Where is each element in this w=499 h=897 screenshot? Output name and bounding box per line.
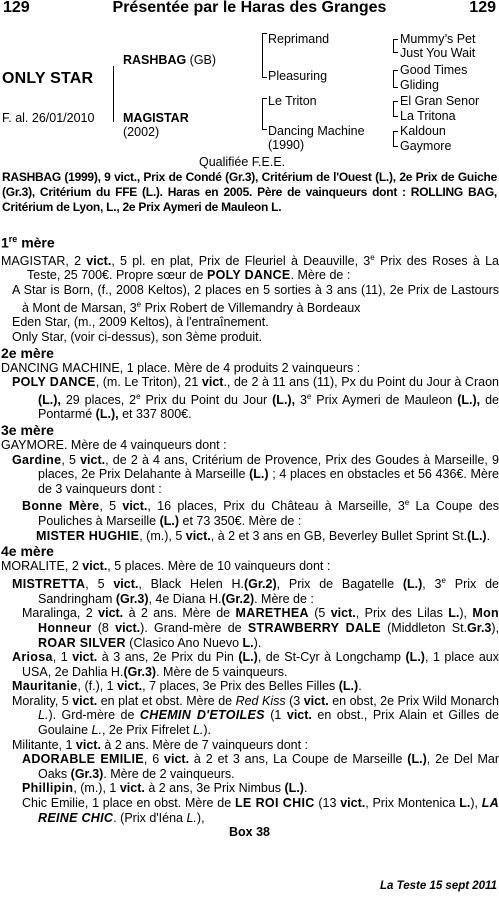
t: (Gr.3) xyxy=(123,664,157,679)
t: , Prix de Bagatelle xyxy=(276,577,403,592)
morality-entry xyxy=(0,694,499,738)
t: Prix Aymeri de Mauleon xyxy=(311,392,458,407)
dam-year: (2002) xyxy=(123,125,160,139)
t: (Middleton St. xyxy=(380,620,468,635)
t: MORALITE, 2 xyxy=(1,559,83,574)
t: ). xyxy=(203,723,212,738)
t: ), xyxy=(459,606,473,621)
page-header xyxy=(0,0,499,18)
granddam-2-year: (1990) xyxy=(268,138,305,152)
t: , 4e Diana H. xyxy=(148,591,222,606)
chic-emilie-entry xyxy=(0,796,499,825)
great-grandparent-8: Gaymore xyxy=(400,139,452,153)
t: , (m.), 5 xyxy=(139,528,186,543)
t: e xyxy=(441,575,446,585)
t: Prix des Roses à La Teste, 25 700€. Propre sœur de xyxy=(27,253,499,283)
t: (8 xyxy=(91,620,116,635)
t: e xyxy=(404,498,410,508)
t: . xyxy=(486,528,491,543)
t: ), xyxy=(491,620,499,635)
t: vict. xyxy=(340,796,366,811)
t: Phillipin xyxy=(22,781,74,796)
t: vict. xyxy=(164,752,190,767)
t: ROAR SILVER xyxy=(38,635,126,650)
t: en plat et obst. Mère de xyxy=(97,693,236,708)
t: (L.) xyxy=(405,650,425,665)
t: L. xyxy=(38,708,49,723)
t: Bonne Mère xyxy=(22,499,100,514)
third-dam-heading: 3e mère xyxy=(1,422,54,439)
page-title: Présentée par le Haras des Granges xyxy=(112,0,387,16)
t: vict. xyxy=(286,708,312,723)
t: ), xyxy=(470,796,482,811)
t: (Clasico Ano Nuevo xyxy=(125,635,243,650)
t: (L.) xyxy=(467,528,487,543)
footer-location-date: La Teste 15 sept 2011 xyxy=(380,880,497,892)
t: à 3 ans, 2e Prix du Pin xyxy=(97,650,239,665)
t: à 2 ans. Mère de 7 vainqueurs dont : xyxy=(100,737,309,752)
t: (L.) xyxy=(238,650,258,665)
t: MISTRETTA xyxy=(12,577,86,592)
bracket-gg-2 xyxy=(393,70,398,88)
t: . Mère de : xyxy=(290,268,351,283)
t: POLY DANCE xyxy=(12,375,96,390)
t: MISTER HUGHIE xyxy=(36,528,140,543)
t: L. xyxy=(192,723,204,738)
t: , 5 xyxy=(99,499,123,514)
second-dam-heading: 2e mère xyxy=(1,344,54,361)
t: , 16 places, Prix du Château à Marseille, 3 xyxy=(147,499,405,514)
t: , de 2 à 4 ans, Critérium de Provence, Prix des Goudes à Marseille, 9 places, 2e Prix Delahante à Marseille xyxy=(38,452,499,482)
t: , 5 places. Mère de 10 vainqueurs dont : xyxy=(107,559,331,574)
t: Prix Robert de Villemandry à Bordeaux xyxy=(141,300,361,315)
t: ., de 2 à 11 ans (11), Px du Point du Jour à Craon xyxy=(223,375,499,390)
great-grandparent-3: Good Times xyxy=(400,63,468,77)
dam-name: MAGISTAR xyxy=(123,111,189,125)
t: de Pontarmé xyxy=(38,392,499,422)
t: Gr.3 xyxy=(467,620,492,635)
grandsire-1: Reprimand xyxy=(268,32,330,46)
t: , 1 place aux USA, 2e Dahlia H. xyxy=(22,650,499,679)
t: . Mère de 2 vainqueurs. xyxy=(103,766,235,781)
t: , 1 xyxy=(52,650,73,665)
bracket-sire xyxy=(262,33,267,78)
t: 29 places, 2 xyxy=(60,392,137,407)
t: (13 xyxy=(314,796,341,811)
t: (L.) xyxy=(338,679,359,694)
great-grandparent-4: Gliding xyxy=(400,78,439,92)
t: vict. xyxy=(80,452,106,467)
phillipin-entry xyxy=(0,781,499,796)
t: Militante, 1 xyxy=(12,737,76,752)
t: (Gr.2) xyxy=(221,591,255,606)
t: vict. xyxy=(115,620,141,635)
t: (L.), xyxy=(457,392,481,407)
t: CHEMIN D'ETOILES xyxy=(139,708,265,723)
t: vict. xyxy=(330,606,356,621)
bracket-gg-4 xyxy=(393,131,398,147)
t: ). Grd-mère de xyxy=(48,708,140,723)
t: . (Prix d'Iéna xyxy=(113,810,187,825)
heading-sup: re xyxy=(8,234,18,244)
t: , Black Helen H. xyxy=(138,577,244,592)
t: vict xyxy=(201,375,224,390)
bracket-main xyxy=(113,66,114,122)
t: Prix de Sandringham xyxy=(38,577,499,606)
t: , (m.), 1 xyxy=(73,781,120,796)
t: . Mère de 5 vainqueurs. xyxy=(156,664,288,679)
t: L. xyxy=(91,723,102,738)
t: à 2 ans. Mère de xyxy=(123,606,236,621)
t: (Gr.2) xyxy=(243,577,277,592)
sire-description: RASHBAG (1999), 9 vict., Prix de Condé (Gr.3), Critérium de l'Ouest (L.), 2e Prix de Guiche (Gr.3), Critérium du FFE (L.). Haras en 2005. Père de vainqueurs dont : ROLLING BAG, Critérium de Lyon, L., 2e Prix Aymeri de Mauleon L. xyxy=(2,170,497,214)
t: ADORABLE EMILIE xyxy=(22,752,144,767)
t: , à 2 et 3 ans en GB, Beverley Bullet Sprint St. xyxy=(210,528,468,543)
t: vict. xyxy=(303,693,329,708)
t: L. xyxy=(459,796,471,811)
poly-dance-entry xyxy=(0,375,499,422)
t: vict. xyxy=(98,606,124,621)
t: vict. xyxy=(75,737,101,752)
t: Mon Honneur xyxy=(38,606,499,635)
box-number: Box 38 xyxy=(229,825,270,840)
t: vict. xyxy=(82,559,108,574)
great-grandparent-1: Mummy’s Pet xyxy=(400,32,476,46)
t: LA REINE CHIC xyxy=(38,796,499,825)
t: , de St-Cyr à Longchamp xyxy=(257,650,406,665)
t: (L.) xyxy=(249,467,269,482)
t: (Gr.3) xyxy=(115,591,149,606)
t: MARETHEA xyxy=(235,606,309,621)
bonne-mere-entry xyxy=(0,496,499,528)
t: (L.), xyxy=(95,407,119,422)
t: vict. xyxy=(185,528,211,543)
produce-3: Only Star, (voir ci-dessus), son 3ème produit. xyxy=(12,329,263,344)
ariosa-entry xyxy=(0,650,499,679)
t: , 3 xyxy=(422,577,442,592)
bracket-gg-3 xyxy=(393,101,398,117)
t: STRAWBERRY DALE xyxy=(247,620,381,635)
great-grandparent-2: Just You Wait xyxy=(400,46,476,60)
t: , (m. Le Triton), 21 xyxy=(95,375,202,390)
t: (L.), xyxy=(38,392,61,407)
mauritanie-entry xyxy=(0,679,499,694)
mistretta-entry xyxy=(0,574,499,606)
great-grandparent-5: El Gran Senor xyxy=(400,94,480,108)
family-section xyxy=(0,231,499,840)
sire-name: RASHBAG xyxy=(123,53,187,67)
t: (L.) xyxy=(407,752,427,767)
bracket-gg-1 xyxy=(393,39,398,53)
t: vict. xyxy=(117,679,143,694)
granddam-2: Dancing Machine xyxy=(268,124,365,138)
t: . xyxy=(358,679,362,694)
t: en obst., Prix Alain et Gilles de Goulaine xyxy=(38,708,499,738)
t: ). xyxy=(253,635,262,650)
t: LE ROI CHIC xyxy=(234,796,315,811)
t: Morality, 5 xyxy=(12,693,73,708)
produce-2: Eden Star, (m., 2009 Keltos), à l'entraînement. xyxy=(12,315,269,330)
t: (Gr.3) xyxy=(70,766,104,781)
heading-num: 1 xyxy=(1,234,9,251)
sire-origin: (GB) xyxy=(186,53,217,67)
t: Prix du Point du Jour xyxy=(140,392,273,407)
t: , 2e Del Mar Oaks xyxy=(38,752,499,781)
t: , 5 xyxy=(61,452,81,467)
qualified-note: Qualifiée F.E.E. xyxy=(199,155,286,169)
t: POLY DANCE xyxy=(206,268,291,283)
t: en obst, 2e Prix Wild Monarch xyxy=(328,693,499,708)
t: L. xyxy=(242,635,254,650)
sire xyxy=(123,53,216,67)
t: (5 xyxy=(308,606,331,621)
horse-name: ONLY STAR xyxy=(2,70,94,87)
t: ). Grand-mère de xyxy=(140,620,248,635)
lot-number-right: 129 xyxy=(469,0,496,16)
t: à 2 ans, 3e Prix Nimbus xyxy=(144,781,285,796)
t: . Mère de : xyxy=(254,591,314,606)
granddam-1: Pleasuring xyxy=(268,69,328,83)
produce-1 xyxy=(0,283,499,315)
t: Gardine xyxy=(12,452,62,467)
t: (L.), xyxy=(272,392,296,407)
t: vict. xyxy=(122,499,148,514)
t: , (f.), 1 xyxy=(77,679,118,694)
t: , 5 xyxy=(85,577,114,592)
bracket-dam xyxy=(262,98,267,130)
t: . xyxy=(303,781,308,796)
heading-word: mère xyxy=(17,234,55,251)
t: ; 4 places en obstacles et 56 436€. Mère de 3 vainqueurs dont : xyxy=(38,467,499,496)
t: (1 xyxy=(264,708,287,723)
t: (L.) xyxy=(402,577,423,592)
t: , 5 pl. en plat, Prix de Fleuriel à Deauville, 3 xyxy=(111,253,371,268)
t: et 73 350€. Mère de : xyxy=(179,514,302,529)
t: 3 xyxy=(295,392,307,407)
t: La Coupe des Pouliches à Marseille xyxy=(38,499,499,529)
first-dam-heading xyxy=(0,231,499,251)
t: ), xyxy=(196,810,205,825)
t: Mauritanie xyxy=(12,679,78,694)
t: MAGISTAR, 2 xyxy=(1,253,87,268)
t: , 6 xyxy=(143,752,165,767)
t: vict. xyxy=(119,781,145,796)
t: vict. xyxy=(72,693,98,708)
t: vict. xyxy=(86,253,112,268)
t: (3 xyxy=(285,693,304,708)
t: à 2 et 3 ans, La Coupe de Marseille xyxy=(189,752,408,767)
first-dam-entry xyxy=(0,251,499,283)
t: Maralinga, 2 xyxy=(22,606,99,621)
maralinga-entry xyxy=(0,606,499,650)
t: e xyxy=(136,391,141,401)
fourth-dam-heading: 4e mère xyxy=(1,543,54,560)
t: et 337 800€. xyxy=(118,407,192,422)
lot-number-left: 129 xyxy=(3,0,30,16)
great-grandparent-6: La Tritona xyxy=(400,109,456,123)
third-dam-entry: GAYMORE. Mère de 4 vainqueurs dont : xyxy=(1,438,227,453)
t: Chic Emilie, 1 place en obst. Mère de xyxy=(22,796,235,811)
fourth-dam-entry xyxy=(0,559,499,574)
t: e xyxy=(370,252,375,262)
t: , 7 places, 3e Prix des Belles Filles xyxy=(142,679,339,694)
t: , Prix des Lilas xyxy=(355,606,449,621)
t: vict. xyxy=(72,650,98,665)
militante-entry xyxy=(0,738,499,753)
t: A Star is Born, (f., 2008 Keltos), 2 places en 5 sorties à 3 ans (11), 2e Prix de Lastours à Mont de Marsan, 3 xyxy=(12,283,499,315)
t: e xyxy=(136,299,142,309)
mister-hughie-entry xyxy=(0,529,499,544)
t: e xyxy=(306,391,312,401)
t: vict. xyxy=(113,577,139,592)
horse-info: F. al. 26/01/2010 xyxy=(2,111,95,125)
grandsire-2: Le Triton xyxy=(268,94,317,108)
great-grandparent-7: Kaldoun xyxy=(400,124,446,138)
t: L. xyxy=(186,810,197,825)
adorable-emilie-entry xyxy=(0,752,499,781)
gardine-entry xyxy=(0,453,499,497)
t: L. xyxy=(448,606,460,621)
second-dam-entry: DANCING MACHINE, 1 place. Mère de 4 produits 2 vainqueurs : xyxy=(1,360,361,375)
t: , 2e Prix Fifrelet xyxy=(101,723,193,738)
t: (L.) xyxy=(159,514,180,529)
t: Red Kiss xyxy=(235,693,286,708)
t: (L.) xyxy=(284,781,304,796)
t: , Prix Montenica xyxy=(365,796,460,811)
t: Ariosa xyxy=(12,650,53,665)
